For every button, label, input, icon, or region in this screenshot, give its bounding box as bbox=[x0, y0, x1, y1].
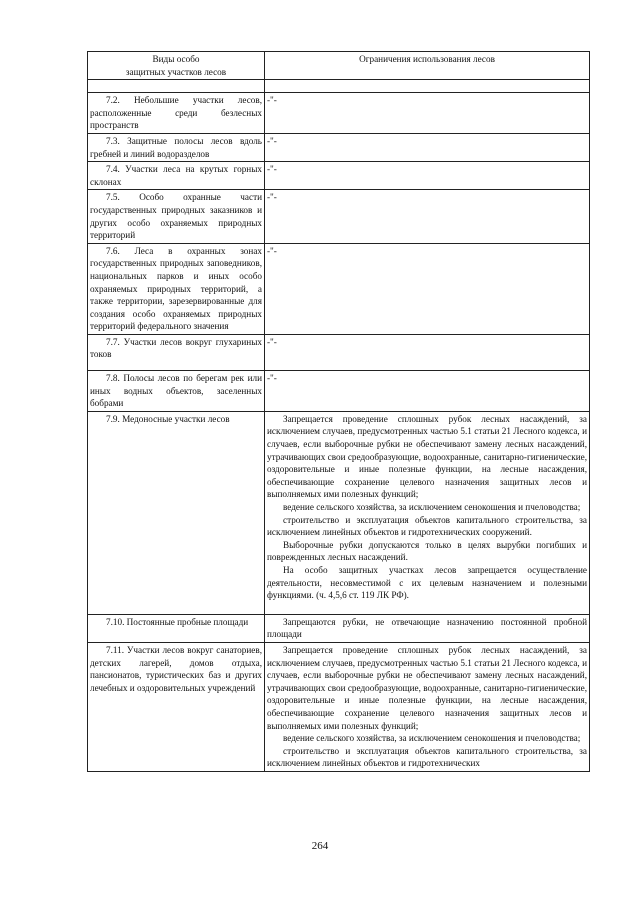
row-restriction: -"- bbox=[265, 162, 590, 190]
row-restriction: Запрещаются рубки, не отвечающие назначению постоянной пробной площади bbox=[267, 616, 587, 640]
row-name: 7.11. Участки лесов вокруг санаториев, детских лагерей, домов отдыха, пансионатов, туристических баз и других лечебных и оздоровительных учреждений bbox=[90, 644, 262, 693]
row-restriction-text bbox=[265, 411, 590, 614]
row-restriction: -"- bbox=[265, 133, 590, 161]
table-row bbox=[88, 93, 590, 134]
restriction-paragraph: Запрещается проведение сплошных рубок лесных насаждений, за исключением случаев, предусмотренных частью 5.1 статьи 21 Лесного кодекса, и случаев, если выборочные рубки не обеспечивают замену лесных насаждений, утрачивающих свои средообразующие, водоохранные, санитарно-гигиенические, оздоровительные и иные полезные функции, на лесные насаждения, обеспечивающие сохранение целевого назначения защитных лесов и выполняемых ими полезных функций; bbox=[267, 413, 587, 500]
table-row bbox=[88, 334, 590, 370]
row-restriction-text bbox=[265, 642, 590, 771]
header-restrictions: Ограничения использования лесов bbox=[265, 52, 590, 80]
row-restriction: -"- bbox=[265, 190, 590, 243]
header-forest-types-line2: защитных участков лесов bbox=[125, 66, 227, 77]
table-row-honey bbox=[88, 411, 590, 614]
restriction-paragraph: строительство и эксплуатация объектов капитального строительства, за исключением линейных объектов и гидротехнических сооружений. bbox=[267, 514, 587, 538]
table-row bbox=[88, 162, 590, 190]
table-row-plots bbox=[88, 614, 590, 642]
row-name: 7.2. Небольшие участки лесов, расположенные среди безлесных пространств bbox=[90, 95, 262, 131]
page-number: 264 bbox=[311, 840, 329, 852]
row-name: 7.4. Участки леса на крутых горных склонах bbox=[90, 164, 262, 187]
table-row-sanatorium bbox=[88, 642, 590, 771]
table-row bbox=[88, 190, 590, 243]
table-row bbox=[88, 133, 590, 161]
restriction-paragraph: На особо защитных участках лесов запрещается осуществление деятельности, несовместимой с их целевым назначением и полезными функциями. (ч. 4,5,6 ст. 119 ЛК РФ). bbox=[267, 564, 587, 601]
header-forest-types-line1: Виды особо bbox=[152, 54, 200, 64]
row-restriction: -"- bbox=[265, 93, 590, 134]
table-row bbox=[88, 371, 590, 412]
header-forest-types bbox=[88, 52, 265, 80]
forest-restrictions-table bbox=[87, 51, 590, 772]
table-row bbox=[88, 243, 590, 334]
row-name: 7.9. Медоносные участки лесов bbox=[106, 413, 230, 424]
empty-row bbox=[88, 80, 590, 93]
row-name: 7.8. Полосы лесов по берегам рек или иных водных объектов, заселенных бобрами bbox=[90, 373, 262, 409]
row-name: 7.5. Особо охранные части государственных природных заказников и других особо охраняемых природных территорий bbox=[90, 192, 262, 241]
restriction-paragraph: ведение сельского хозяйства, за исключением сенокошения и пчеловодства; bbox=[283, 502, 581, 512]
restriction-paragraph: Выборочные рубки допускаются только в целях вырубки погибших и поврежденных лесных насаждений. bbox=[267, 539, 587, 563]
table-header-row bbox=[88, 52, 590, 80]
row-name: 7.7. Участки лесов вокруг глухариных токов bbox=[90, 336, 262, 360]
row-restriction: -"- bbox=[265, 243, 590, 334]
restriction-paragraph: ведение сельского хозяйства, за исключением сенокошения и пчеловодства; bbox=[283, 733, 581, 744]
restriction-paragraph: Запрещается проведение сплошных рубок лесных насаждений, за исключением случаев, предусмотренных частью 5.1 статьи 21 Лесного кодекса, и случаев, если выборочные рубки не обеспечивают замену лесных насаждений, утрачивающих свои средообразующие, водоохранные, санитарно-гигиенические, оздоровительные и иные полезные функции, на лесные насаждения, обеспечивающие сохранение целевого назначения защитных лесов и выполняемых ими полезных функций; bbox=[267, 644, 587, 731]
row-name: 7.10. Постоянные пробные площади bbox=[106, 616, 249, 627]
row-name: 7.3. Защитные полосы лесов вдоль гребней и линий водоразделов bbox=[90, 135, 262, 159]
row-name: 7.6. Леса в охранных зонах государственных природных заповедников, национальных парков и иных особо охраняемых природных территорий, а также территории, зарезервированные для создания особо охраняемых природных территорий федерального значения bbox=[90, 245, 262, 332]
row-restriction: -"- bbox=[265, 334, 590, 370]
restriction-paragraph: строительство и эксплуатация объектов капитального строительства, за исключением линейных объектов и гидротехнических bbox=[267, 745, 587, 769]
row-restriction: -"- bbox=[265, 371, 590, 412]
